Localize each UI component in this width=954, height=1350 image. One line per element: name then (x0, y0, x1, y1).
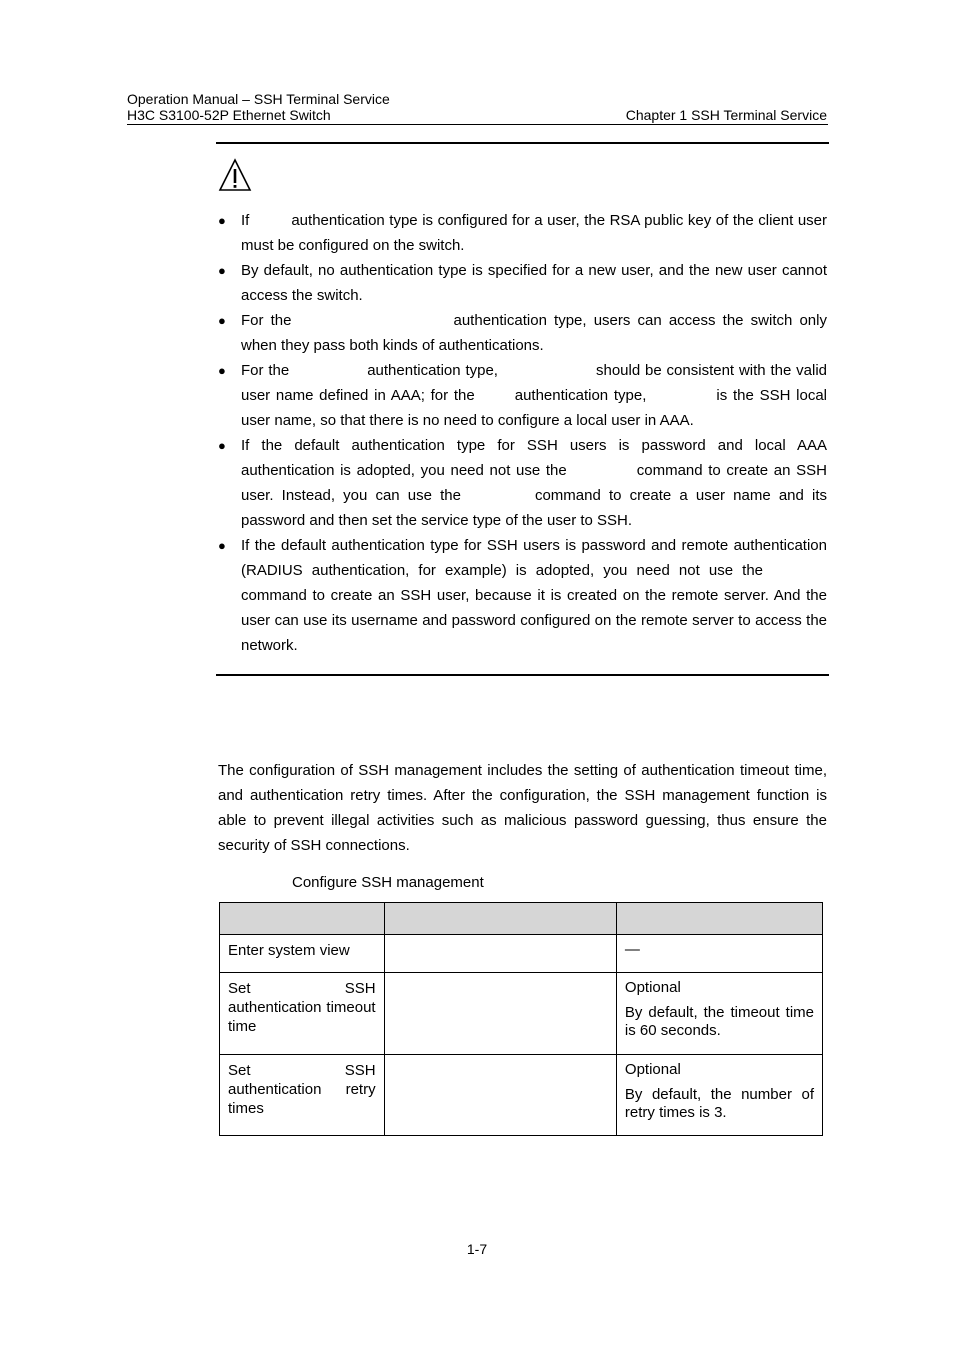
table-caption: Configure SSH management (292, 874, 484, 891)
caution-note: ● For the authentication type, should be consistent with the valid user name defined in AAA; for the authentication type, is the SSH local user name, so that there is no need to configure a local user in AAA. (218, 362, 828, 429)
table-row (220, 1055, 823, 1136)
operation-cell: Enter system view (220, 935, 385, 973)
table-row (220, 935, 823, 973)
header-cell-command (384, 903, 616, 935)
chapter-title: Chapter 1 SSH Terminal Service (625, 107, 827, 123)
config-table (219, 902, 823, 1136)
caution-note: ● If the default authentication type for SSH users is password and remote authentication (RADIUS authentication, for example) is adopted, you need not use thecommand to create an SSH user, because it is created on the remote server. And the user can use its username and password configured on the remote server to access the network. (218, 537, 827, 654)
remark-cell: Optional By default, the timeout time is 60 seconds. (616, 973, 822, 1055)
command-cell (384, 973, 616, 1055)
caution-note: ● For the authentication type, users can access the switch only when they pass both kinds of authentications. (218, 312, 827, 354)
remark-cell: — (616, 935, 822, 973)
remark-cell: Optional By default, the number of retry times is 3. (616, 1055, 822, 1136)
header-left (127, 91, 390, 123)
operation-cell: Set SSH authentication timeout time (220, 973, 385, 1055)
table-row (220, 973, 823, 1055)
operation-cell: Set SSH authentication retry times (220, 1055, 385, 1136)
table-header-row (220, 903, 823, 935)
manual-title: Operation Manual – SSH Terminal Service (127, 91, 390, 107)
command-cell (384, 935, 616, 973)
page-number: 1-7 (466, 1241, 488, 1257)
intro-paragraph: The configuration of SSH management includes the setting of authentication timeout time, and authentication retry times. After the configuration, the SSH management function is able to prevent illegal activities such as malicious password guessing, thus ensure the security of SSH connections. (218, 762, 827, 854)
warning-triangle-icon (218, 158, 252, 192)
caution-note-list (218, 208, 827, 658)
caution-note: ● By default, no authentication type is specified for a new user, and the new user cannot access the switch. (218, 262, 827, 304)
product-name: H3C S3100-52P Ethernet Switch (127, 107, 331, 123)
header-cell-operation (220, 903, 385, 935)
caution-bottom-rule (216, 674, 829, 676)
header-rule (127, 124, 828, 125)
caution-note: ● If authentication type is configured for a user, the RSA public key of the client user must be configured on the switch. (218, 212, 827, 254)
caution-top-rule (216, 142, 829, 144)
header-cell-remarks (616, 903, 822, 935)
caution-note: ● If the default authentication type for SSH users is password and local AAA authentication is adopted, you need not use the command to create an SSH user. Instead, you can use the command to create a user name and its password and then set the service type of the user to SSH. (218, 437, 827, 529)
command-cell (384, 1055, 616, 1136)
